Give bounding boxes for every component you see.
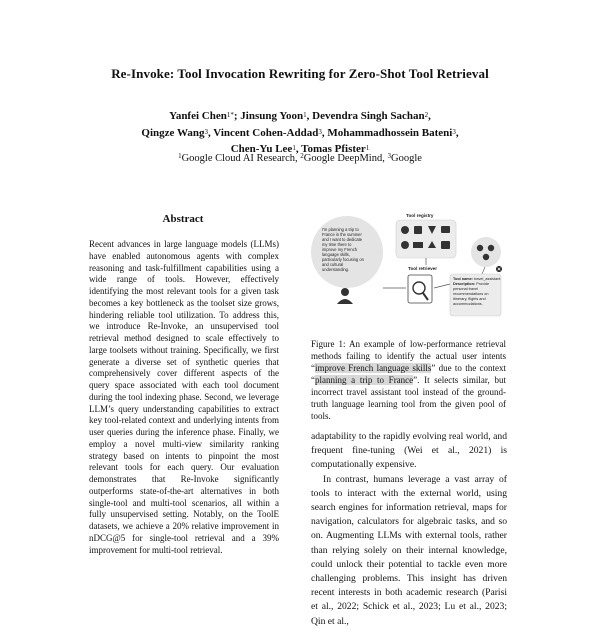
calendar-icon [414, 226, 422, 234]
author: Chen-Yu Lee$^1$, [230, 143, 302, 155]
result-text: Tool name: travel_assistant Description: Provide personal travel recommendations on itinerary, flights and accommodations. [453, 277, 501, 306]
query-text: I'm planning a trip to France in the summer and I want to dedicate my time there to improve my French language skills, particularly focusing on and cultural understanding. [322, 227, 364, 272]
author: Yanfei Chen$^{1*}$; [169, 110, 241, 122]
figure-caption: Figure 1: An example of low-performance retrieval methods failing to identify the actual user intents “improve French language skills” due to the context “planning a trip to France”. It selects similar, but incorrect travel assistant tool instead of the ground-truth language learning tool from the given pool of tools. [311, 339, 506, 421]
author-line-1 [0, 108, 600, 125]
abstract-heading: Abstract [162, 213, 204, 225]
author: Mohammadhossein Bateni$^3$, [327, 126, 459, 139]
tool-registry-box [396, 220, 456, 258]
affiliations [0, 153, 600, 164]
book-icon [488, 245, 494, 251]
globe-icon [401, 226, 409, 234]
author: Vincent Cohen-Addad$^3$, [213, 126, 328, 139]
figure-diagram [310, 208, 502, 334]
hotel-icon [441, 226, 450, 233]
paragraph: In contrast, humans leverage a vast array of tools to interact with the external world, using search engines for information retrieval, maps for navigation, calculators for algebraic tasks, and so on. Augmenting LLMs with external tools, rather than relying solely on their internal knowledge, could unlock their potential to tackle even more challenging problems. This insight has driven recent interests in both academic research (Parisi et al., 2022; Schick et al., 2023; Lu et al., 2023; Qin et al., [311, 473, 507, 627]
tool-retriever-label: Tool retriever [408, 266, 438, 271]
paragraph: adaptability to the rapidly evolving real world, and frequent fine-tuning (Wei et al., 2021) is computationally expensive. [311, 431, 507, 471]
affiliation: $^1$Google Cloud AI Research, [178, 152, 301, 164]
figure-1 [310, 208, 502, 334]
highlight-context: planning a trip to France [315, 375, 414, 385]
user-icon [337, 288, 353, 304]
connector-line [482, 267, 485, 274]
train-icon [401, 241, 409, 249]
author-list [0, 108, 600, 158]
author: Jinsung Yoon$^1$, [240, 110, 313, 122]
map-icon [441, 241, 450, 249]
affiliation: $^3$Google [387, 152, 422, 164]
paper-title: Re-Invoke: Tool Invocation Rewriting for Zero-Shot Tool Retrieval [111, 66, 489, 81]
selected-tool-bubble [471, 237, 501, 267]
author: Tomas Pfister$^1$ [301, 143, 370, 155]
tool-registry-label: Tool registry [406, 213, 434, 218]
arrow-retriever-to-result [434, 284, 450, 288]
author: Devendra Singh Sachan$^2$, [312, 110, 431, 122]
highlight-intent: improve French language skills [315, 363, 432, 373]
author-line-2 [0, 125, 600, 142]
introduction-text [311, 430, 507, 629]
magnifier-icon [408, 275, 432, 303]
affiliation: $^2$Google DeepMind, [300, 152, 388, 164]
abstract-text: Recent advances in large language models (LLMs) have enabled autonomous agents with complex reasoning and task-fulfillment capabilities using a wide range of tools. However, effectively identifying the most relevant tools for a given task becomes a key bottleneck as the toolset size grows, hindering reliable tool utilization. To address this, we introduce Re-Invoke, an unsupervised tool retrieval method designed to scale effectively to large toolsets without training. Specifically, we first generate a diverse set of synthetic queries that comprehensively cover different aspects of the query space associated with each tool document during the tool indexing phase. Second, we leverage LLM’s query understanding capabilities to extract key tool-related context and underlying intents from user queries during the inference phase. Finally, we employ a novel multi-view similarity ranking strategy based on intents to pinpoint the most relevant tools for each query. Our evaluation demonstrates that Re-Invoke significantly outperforms state-of-the-art alternatives in both single-tool and multi-tool scenarios, all within a fully unsupervised setting. Notably, on the ToolE datasets, we achieve a 20% relative improvement in nDCG@5 for single-tool retrieval and a 39% improvement for multi-tool retrieval. [89, 239, 279, 555]
globe-icon [477, 245, 483, 251]
car-icon [413, 242, 423, 248]
author: Qingze Wang$^3$, [141, 126, 214, 139]
flag-icon [483, 254, 489, 260]
